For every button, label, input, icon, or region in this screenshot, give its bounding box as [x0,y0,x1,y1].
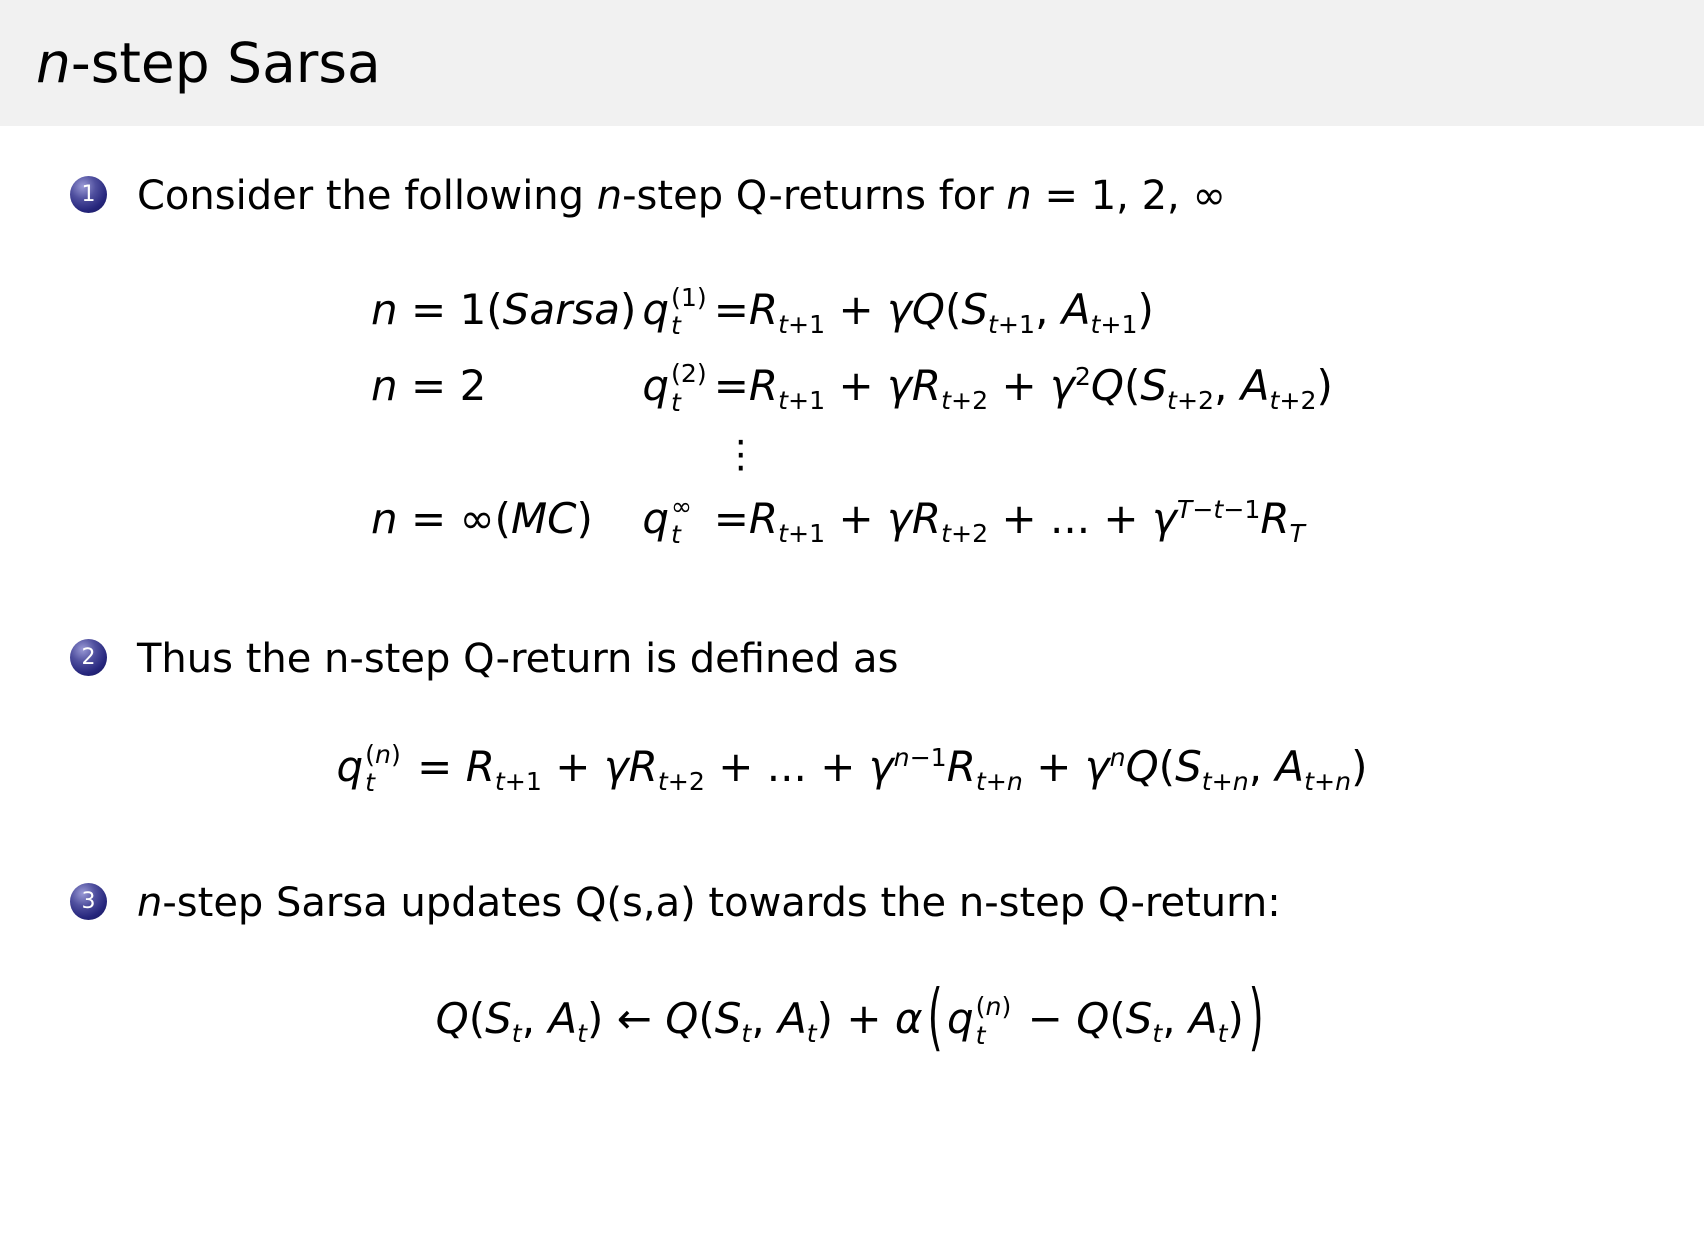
equation-n2-rhs: $=R_{t+1} + \gamma R_{t+2} + \gamma^2Q(S_{t+2}$, $A_{t+2}$) [713,361,1333,416]
bullet-2-number: 2 [81,645,96,670]
slide-title: n-step Sarsa [36,31,381,95]
bullet-item-2 [48,633,1656,685]
bullet-1-ball-icon [70,176,107,213]
slide-header [0,0,1704,126]
bullet-3-number: 3 [81,889,96,915]
nstep-qreturn-equation: q (n) t = $R_{t+1} + \gamma R_{t+2}$ + ... + $\gamma^{n-1}R_{t+n} + \gamma^nQ(S_{t+n}$, $A_{t+n}$) [336,740,1368,798]
equation-n2-label: n = 2 [371,361,487,411]
bullet-3-text: n-step Sarsa updates Q(s,a) towards the n-step Q-return: [137,880,1281,927]
equation-n1-rhs: $=R_{t+1} + \gamma Q(S_{t+1}$, $A_{t+1}$) [713,285,1154,339]
equation-n1-label: n = 1(Sarsa) [371,285,637,334]
bullet-item-1 [48,170,1656,222]
sarsa-update-equation: $Q(S_t$, $A_t$) ← $Q(S_t$, $A_t) + \alpha$ ( q (n) t − $Q(S_t$, $A_t$) ) [435,973,1264,1060]
equation-n2-lhs: q (2) t [642,359,707,417]
bullet-1-text: Consider the following n-step Q-returns for n = 1, 2, ∞ [137,173,1226,219]
vertical-dots: ⋮ [721,431,760,476]
equation-ninf-label: n = ∞(MC) [371,493,593,543]
equation-ninf-lhs: q ∞ t [642,491,693,549]
bullet-3-ball-icon [70,883,107,920]
equation-ninf-rhs: $=R_{t+1} + \gamma R_{t+2}$ + ... + $\gamma^{T-t-1}R_T$ [713,493,1305,548]
bullet-1-number: 1 [81,182,96,207]
slide-content [0,126,1704,1060]
bullet-2-text: Thus the n-step Q-return is defined as [137,636,899,682]
bullet-2-ball-icon [70,639,107,676]
equation-n1-lhs: q (1) t [642,283,707,341]
bullet-item-3 [48,877,1656,929]
qreturn-equation-group [371,284,1333,549]
